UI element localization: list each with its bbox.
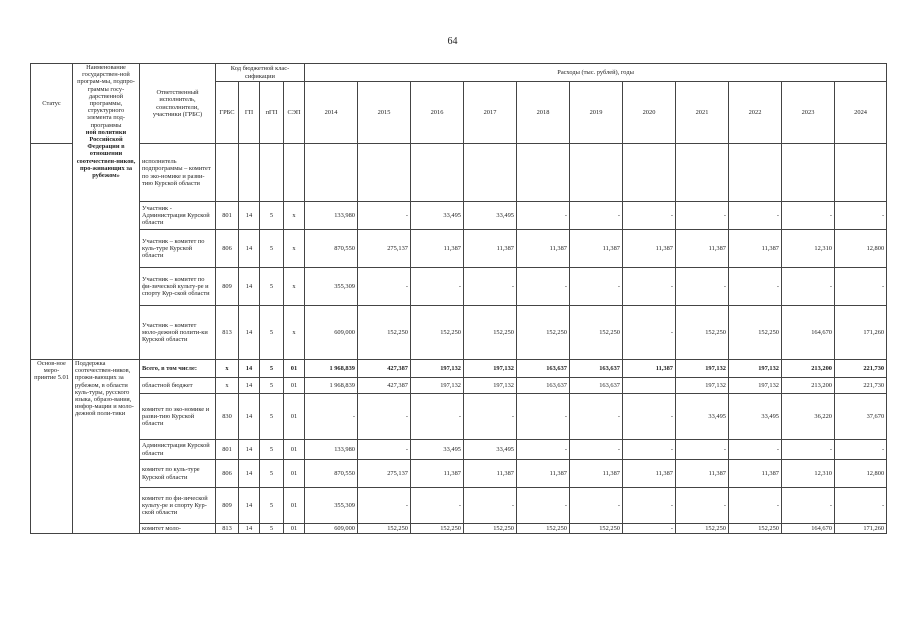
value-cell bbox=[464, 144, 517, 202]
header-year: 2021 bbox=[676, 82, 729, 144]
value-cell: 11,387 bbox=[729, 230, 782, 268]
value-cell bbox=[729, 144, 782, 202]
value-cell: - bbox=[517, 202, 570, 230]
value-cell: 197,132 bbox=[729, 360, 782, 378]
code-cell: 5 bbox=[260, 306, 284, 360]
code-cell: х bbox=[284, 268, 305, 306]
value-cell bbox=[305, 144, 358, 202]
value-cell: - bbox=[623, 440, 676, 460]
code-cell bbox=[216, 144, 239, 202]
value-cell: 11,387 bbox=[464, 460, 517, 488]
value-cell: 213,200 bbox=[782, 378, 835, 394]
table-row bbox=[31, 394, 887, 440]
value-cell: 171,260 bbox=[835, 306, 887, 360]
value-cell bbox=[358, 144, 411, 202]
value-cell: 11,387 bbox=[676, 230, 729, 268]
code-cell: 14 bbox=[239, 488, 260, 524]
code-cell bbox=[260, 144, 284, 202]
measure-name-cell: Поддержка соотечествен-ников, прожи-вающих за рубежом, в области куль-туры, русского языка, образо-вания, инфор-мации и моло-дежной поли-тики bbox=[73, 360, 140, 534]
value-cell: 33,495 bbox=[729, 394, 782, 440]
value-cell: - bbox=[358, 440, 411, 460]
value-cell: 152,250 bbox=[358, 524, 411, 534]
value-cell: 33,495 bbox=[676, 394, 729, 440]
responsible-cell: Участник – комитет моло-дежной полити-ки Курской области bbox=[140, 306, 216, 360]
code-cell: х bbox=[216, 360, 239, 378]
table-row bbox=[31, 230, 887, 268]
code-cell: х bbox=[216, 378, 239, 394]
value-cell: 197,132 bbox=[411, 360, 464, 378]
value-cell: - bbox=[517, 268, 570, 306]
responsible-cell: Администрация Курской области bbox=[140, 440, 216, 460]
value-cell: - bbox=[517, 394, 570, 440]
value-cell: 164,670 bbox=[782, 524, 835, 534]
code-cell: 14 bbox=[239, 394, 260, 440]
value-cell: 12,800 bbox=[835, 460, 887, 488]
value-cell: 152,250 bbox=[570, 306, 623, 360]
value-cell: 163,637 bbox=[570, 378, 623, 394]
value-cell: 152,250 bbox=[676, 306, 729, 360]
value-cell: 163,637 bbox=[570, 360, 623, 378]
code-cell: 5 bbox=[260, 268, 284, 306]
value-cell: - bbox=[676, 440, 729, 460]
value-cell bbox=[570, 144, 623, 202]
code-cell: 01 bbox=[284, 488, 305, 524]
code-cell: 801 bbox=[216, 440, 239, 460]
value-cell: - bbox=[623, 488, 676, 524]
responsible-cell: комитет по куль-туре Курской области bbox=[140, 460, 216, 488]
value-cell: 355,309 bbox=[305, 268, 358, 306]
value-cell: 171,260 bbox=[835, 524, 887, 534]
value-cell: - bbox=[570, 202, 623, 230]
value-cell: 33,495 bbox=[464, 202, 517, 230]
header-year: 2024 bbox=[835, 82, 887, 144]
value-cell: 33,495 bbox=[411, 440, 464, 460]
value-cell: - bbox=[676, 202, 729, 230]
header-name: Наименование государствен-ной програм-мы, подпро-граммы госу-дарственной программы, структурного элемента под-программы ной политики Российской Федерации в отношении соотечествен-ников, про-живающих за рубежом» bbox=[73, 64, 140, 360]
code-cell: 14 bbox=[239, 378, 260, 394]
status-cell-continued bbox=[31, 144, 73, 360]
value-cell: - bbox=[570, 268, 623, 306]
value-cell: 427,387 bbox=[358, 360, 411, 378]
value-cell: 11,387 bbox=[517, 230, 570, 268]
value-cell: 12,310 bbox=[782, 230, 835, 268]
value-cell: 163,637 bbox=[517, 378, 570, 394]
code-cell: х bbox=[284, 230, 305, 268]
value-cell: 11,387 bbox=[411, 230, 464, 268]
code-cell: 806 bbox=[216, 230, 239, 268]
code-cell: 14 bbox=[239, 202, 260, 230]
value-cell: - bbox=[623, 202, 676, 230]
code-cell: 5 bbox=[260, 230, 284, 268]
code-cell: 830 bbox=[216, 394, 239, 440]
value-cell: 197,132 bbox=[676, 360, 729, 378]
value-cell: 12,310 bbox=[782, 460, 835, 488]
code-cell: 5 bbox=[260, 460, 284, 488]
value-cell: 197,132 bbox=[411, 378, 464, 394]
code-cell: х bbox=[284, 202, 305, 230]
code-cell: 809 bbox=[216, 268, 239, 306]
responsible-cell: комитет моло- bbox=[140, 524, 216, 534]
table-row bbox=[31, 488, 887, 524]
header-responsible: Ответственный исполнитель, соисполнители, участники (ГРБС) bbox=[140, 64, 216, 144]
value-cell: 152,250 bbox=[729, 524, 782, 534]
table-row bbox=[31, 460, 887, 488]
value-cell bbox=[782, 144, 835, 202]
value-cell: 11,387 bbox=[623, 360, 676, 378]
value-cell: - bbox=[464, 394, 517, 440]
code-cell: 5 bbox=[260, 360, 284, 378]
value-cell: 36,220 bbox=[782, 394, 835, 440]
value-cell: 11,387 bbox=[729, 460, 782, 488]
value-cell: 355,309 bbox=[305, 488, 358, 524]
responsible-cell: областной бюджет bbox=[140, 378, 216, 394]
value-cell: 197,132 bbox=[464, 378, 517, 394]
code-cell bbox=[284, 144, 305, 202]
header-year: 2020 bbox=[623, 82, 676, 144]
header-code-col: ГРБС bbox=[216, 82, 239, 144]
value-cell: - bbox=[411, 394, 464, 440]
code-cell: 5 bbox=[260, 394, 284, 440]
value-cell bbox=[835, 144, 887, 202]
header-year: 2015 bbox=[358, 82, 411, 144]
value-cell: 152,250 bbox=[676, 524, 729, 534]
value-cell: - bbox=[464, 268, 517, 306]
code-cell: 5 bbox=[260, 440, 284, 460]
code-cell: 14 bbox=[239, 440, 260, 460]
header-year: 2018 bbox=[517, 82, 570, 144]
value-cell: - bbox=[835, 488, 887, 524]
code-cell: 801 bbox=[216, 202, 239, 230]
header-year: 2019 bbox=[570, 82, 623, 144]
value-cell: - bbox=[570, 394, 623, 440]
responsible-cell: исполнитель подпрограммы – комитет по эко-номике и разви-тию Курской области bbox=[140, 144, 216, 202]
value-cell: 11,387 bbox=[517, 460, 570, 488]
value-cell: - bbox=[676, 488, 729, 524]
page-number: 64 bbox=[447, 36, 458, 47]
value-cell: - bbox=[782, 488, 835, 524]
value-cell: - bbox=[358, 202, 411, 230]
responsible-cell: комитет по эко-номике и разви-тию Курской области bbox=[140, 394, 216, 440]
header-year: 2014 bbox=[305, 82, 358, 144]
value-cell: - bbox=[782, 268, 835, 306]
value-cell: 152,250 bbox=[517, 524, 570, 534]
table-row bbox=[31, 268, 887, 306]
value-cell bbox=[411, 144, 464, 202]
table-row bbox=[31, 378, 887, 394]
code-cell: х bbox=[284, 306, 305, 360]
value-cell: 197,132 bbox=[676, 378, 729, 394]
value-cell: 163,637 bbox=[517, 360, 570, 378]
value-cell bbox=[623, 378, 676, 394]
header-year: 2022 bbox=[729, 82, 782, 144]
header-budget-code: Код бюджетной клас-сификации bbox=[216, 64, 305, 82]
value-cell: 152,250 bbox=[464, 524, 517, 534]
responsible-cell: Участник - Администрация Курской области bbox=[140, 202, 216, 230]
value-cell: 609,000 bbox=[305, 524, 358, 534]
code-cell: 5 bbox=[260, 488, 284, 524]
value-cell: - bbox=[835, 202, 887, 230]
value-cell: 870,550 bbox=[305, 460, 358, 488]
code-cell: 14 bbox=[239, 360, 260, 378]
value-cell: - bbox=[729, 202, 782, 230]
value-cell: - bbox=[782, 202, 835, 230]
responsible-cell: комитет по фи-зической культу-ре и спорту Кур-ской области bbox=[140, 488, 216, 524]
value-cell: - bbox=[305, 394, 358, 440]
header-code-col: ГП bbox=[239, 82, 260, 144]
responsible-cell: Всего, в том числе: bbox=[140, 360, 216, 378]
value-cell: 152,250 bbox=[464, 306, 517, 360]
table-row bbox=[31, 306, 887, 360]
value-cell: 152,250 bbox=[411, 306, 464, 360]
value-cell: 133,980 bbox=[305, 202, 358, 230]
value-cell: 152,250 bbox=[358, 306, 411, 360]
code-cell: 01 bbox=[284, 440, 305, 460]
responsible-cell: Участник – комитет по куль-туре Курской области bbox=[140, 230, 216, 268]
value-cell: 11,387 bbox=[570, 230, 623, 268]
value-cell: 12,800 bbox=[835, 230, 887, 268]
value-cell: - bbox=[464, 488, 517, 524]
value-cell: 197,132 bbox=[729, 378, 782, 394]
value-cell: 1 968,839 bbox=[305, 360, 358, 378]
table-row bbox=[31, 144, 887, 202]
value-cell: 11,387 bbox=[623, 230, 676, 268]
code-cell: 14 bbox=[239, 230, 260, 268]
value-cell: 427,387 bbox=[358, 378, 411, 394]
code-cell: 14 bbox=[239, 306, 260, 360]
table-row bbox=[31, 440, 887, 460]
value-cell: 275,137 bbox=[358, 460, 411, 488]
code-cell: 5 bbox=[260, 378, 284, 394]
code-cell: 5 bbox=[260, 524, 284, 534]
value-cell: - bbox=[623, 524, 676, 534]
value-cell: 33,495 bbox=[464, 440, 517, 460]
value-cell: 11,387 bbox=[464, 230, 517, 268]
value-cell: - bbox=[411, 268, 464, 306]
value-cell: 11,387 bbox=[623, 460, 676, 488]
code-cell bbox=[239, 144, 260, 202]
value-cell: - bbox=[358, 268, 411, 306]
value-cell: - bbox=[835, 268, 887, 306]
value-cell: - bbox=[623, 306, 676, 360]
value-cell bbox=[676, 144, 729, 202]
table-row bbox=[31, 202, 887, 230]
value-cell: 870,550 bbox=[305, 230, 358, 268]
code-cell: 14 bbox=[239, 524, 260, 534]
code-cell: 813 bbox=[216, 524, 239, 534]
table-row bbox=[31, 524, 887, 534]
header-code-col: СЭП bbox=[284, 82, 305, 144]
header-code-col: пГП bbox=[260, 82, 284, 144]
value-cell: - bbox=[570, 440, 623, 460]
value-cell: 152,250 bbox=[570, 524, 623, 534]
code-cell: 809 bbox=[216, 488, 239, 524]
header-year: 2016 bbox=[411, 82, 464, 144]
value-cell: 152,250 bbox=[411, 524, 464, 534]
code-cell: 5 bbox=[260, 202, 284, 230]
status-cell: Основ-ное меро-приятие 5.01 bbox=[31, 360, 73, 534]
budget-table bbox=[30, 63, 887, 534]
value-cell: - bbox=[623, 268, 676, 306]
value-cell bbox=[517, 144, 570, 202]
code-cell: 14 bbox=[239, 268, 260, 306]
value-cell: - bbox=[729, 440, 782, 460]
header-status: Статус bbox=[31, 64, 73, 144]
code-cell: 813 bbox=[216, 306, 239, 360]
value-cell: 609,000 bbox=[305, 306, 358, 360]
value-cell: 221,730 bbox=[835, 378, 887, 394]
value-cell: - bbox=[623, 394, 676, 440]
value-cell: 33,495 bbox=[411, 202, 464, 230]
value-cell: 37,670 bbox=[835, 394, 887, 440]
header-expenses: Расходы (тыс. рублей), годы bbox=[305, 64, 887, 82]
value-cell bbox=[623, 144, 676, 202]
value-cell: - bbox=[517, 488, 570, 524]
value-cell: 164,670 bbox=[782, 306, 835, 360]
code-cell: 01 bbox=[284, 460, 305, 488]
value-cell: 221,730 bbox=[835, 360, 887, 378]
value-cell: - bbox=[570, 488, 623, 524]
code-cell: 01 bbox=[284, 360, 305, 378]
table-row bbox=[31, 360, 887, 378]
value-cell: 11,387 bbox=[570, 460, 623, 488]
value-cell: 152,250 bbox=[517, 306, 570, 360]
value-cell: 133,980 bbox=[305, 440, 358, 460]
value-cell: - bbox=[729, 268, 782, 306]
header-year: 2023 bbox=[782, 82, 835, 144]
code-cell: 14 bbox=[239, 460, 260, 488]
value-cell: 1 968,839 bbox=[305, 378, 358, 394]
value-cell: - bbox=[517, 440, 570, 460]
code-cell: 01 bbox=[284, 378, 305, 394]
value-cell: - bbox=[358, 394, 411, 440]
value-cell: - bbox=[729, 488, 782, 524]
value-cell: 213,200 bbox=[782, 360, 835, 378]
value-cell: - bbox=[411, 488, 464, 524]
responsible-cell: Участник – комитет по фи-зической культу-ре и спорту Кур-ской области bbox=[140, 268, 216, 306]
value-cell: - bbox=[782, 440, 835, 460]
code-cell: 01 bbox=[284, 394, 305, 440]
value-cell: 152,250 bbox=[729, 306, 782, 360]
value-cell: 197,132 bbox=[464, 360, 517, 378]
value-cell: 275,137 bbox=[358, 230, 411, 268]
code-cell: 806 bbox=[216, 460, 239, 488]
value-cell: - bbox=[358, 488, 411, 524]
value-cell: 11,387 bbox=[411, 460, 464, 488]
value-cell: 11,387 bbox=[676, 460, 729, 488]
value-cell: - bbox=[676, 268, 729, 306]
header-year: 2017 bbox=[464, 82, 517, 144]
code-cell: 01 bbox=[284, 524, 305, 534]
value-cell: - bbox=[835, 440, 887, 460]
